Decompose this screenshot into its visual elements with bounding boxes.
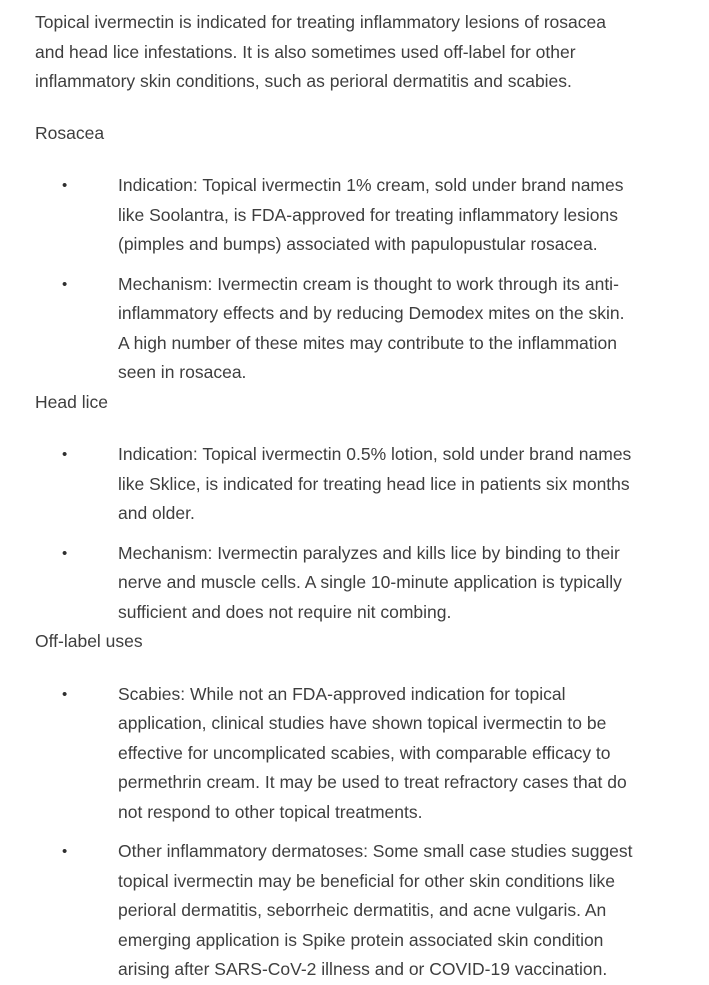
- list-item-line: effective for uncomplicated scabies, with comparable efficacy to: [118, 742, 611, 763]
- section-heading: [35, 627, 689, 657]
- list-item-line: nerve and muscle cells. A single 10-minute application is typically: [118, 572, 622, 592]
- list-item-line: arising after SARS-CoV-2 illness and or COVID-19 vaccination.: [118, 959, 608, 979]
- list-item-text: [118, 171, 689, 260]
- list-item-line: A high number of these mites may contribute to the inflammation: [118, 332, 618, 353]
- list-item-text: [118, 440, 689, 529]
- bullet-icon: •: [62, 446, 68, 463]
- paragraph-line: Topical ivermectin is indicated for treating inflammatory lesions of rosacea: [35, 12, 606, 32]
- list-item-line: not respond to other topical treatments.: [118, 801, 423, 822]
- list-item-line: topical ivermectin may be beneficial for other skin conditions like: [118, 870, 616, 891]
- section-heading: [35, 388, 689, 418]
- bullet-list: [35, 171, 689, 388]
- section-heading: [35, 119, 689, 149]
- list-item: [62, 440, 689, 529]
- bullet-icon: •: [62, 275, 68, 293]
- list-item: [62, 539, 689, 628]
- list-item: [62, 270, 689, 388]
- list-item-line: Mechanism: Ivermectin cream is thought to work through its anti-: [118, 273, 619, 294]
- list-item-text: [118, 680, 689, 828]
- paragraph-line: and head lice infestations. It is also sometimes used off-label for other: [35, 41, 576, 62]
- bullet-icon: •: [62, 177, 68, 194]
- list-item-line: sufficient and does not require nit combing.: [118, 601, 452, 622]
- list-item-line: Indication: Topical ivermectin 1% cream, sold under brand names: [118, 175, 624, 195]
- list-item-line: and older.: [118, 503, 195, 523]
- list-item-line: like Soolantra, is FDA-approved for treating inflammatory lesions: [118, 204, 618, 225]
- bullet-list: [35, 680, 689, 985]
- bullet-icon: •: [62, 843, 68, 860]
- list-item-line: seen in rosacea.: [118, 362, 247, 382]
- list-item-text: [118, 539, 689, 628]
- list-item-line: permethrin cream. It may be used to treat refractory cases that do: [118, 772, 627, 792]
- heading-text: Rosacea: [35, 122, 105, 143]
- list-item-line: inflammatory effects and by reducing Demodex mites on the skin.: [118, 303, 625, 323]
- list-item-line: Other inflammatory dermatoses: Some small case studies suggest: [118, 841, 633, 861]
- list-item-text: [118, 837, 689, 985]
- paragraph: [35, 8, 689, 97]
- list-item-line: Mechanism: Ivermectin paralyzes and kills lice by binding to their: [118, 542, 620, 563]
- heading-text: Off-label uses: [35, 631, 143, 651]
- bullet-icon: •: [62, 685, 68, 703]
- bullet-icon: •: [62, 544, 68, 562]
- heading-text: Head lice: [35, 391, 108, 412]
- list-item-line: Scabies: While not an FDA-approved indication for topical: [118, 683, 566, 704]
- bullet-list: [35, 440, 689, 627]
- list-item-line: application, clinical studies have shown topical ivermectin to be: [118, 713, 607, 733]
- list-item: [62, 680, 689, 828]
- list-item: [62, 837, 689, 985]
- list-item-line: like Sklice, is indicated for treating head lice in patients six months: [118, 473, 630, 494]
- list-item-line: emerging application is Spike protein associated skin condition: [118, 929, 604, 950]
- list-item-text: [118, 270, 689, 388]
- list-item-line: Indication: Topical ivermectin 0.5% lotion, sold under brand names: [118, 444, 632, 464]
- list-item: [62, 171, 689, 260]
- list-item-line: (pimples and bumps) associated with papulopustular rosacea.: [118, 234, 598, 254]
- paragraph-line: inflammatory skin conditions, such as perioral dermatitis and scabies.: [35, 71, 572, 91]
- list-item-line: perioral dermatitis, seborrheic dermatitis, and acne vulgaris. An: [118, 900, 607, 920]
